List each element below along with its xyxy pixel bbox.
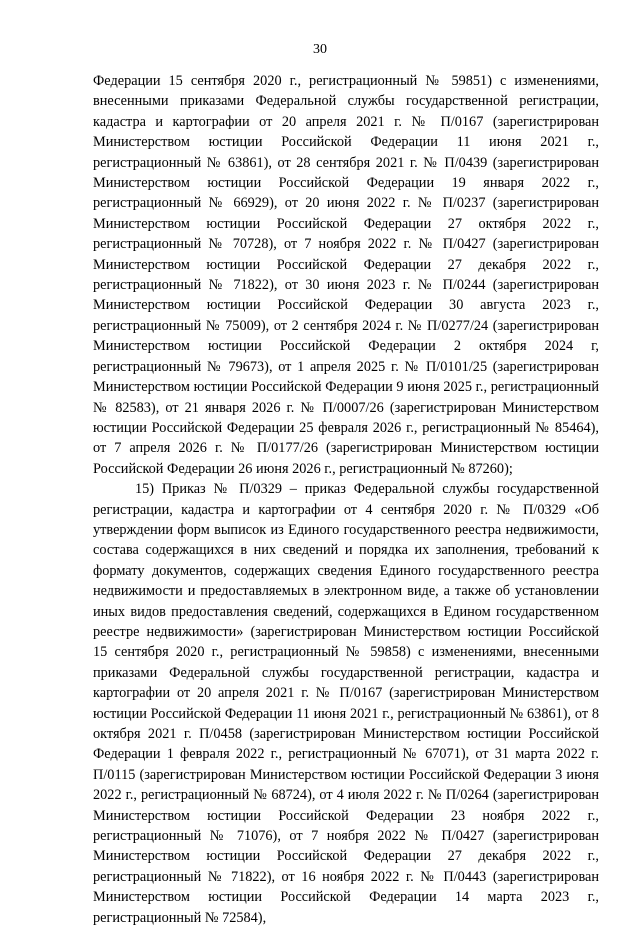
paragraph-item-15: 15) Приказ № П/0329 – приказ Федеральной службы государственной регистрации, кадастра и картографии от 4 сентября 2020 г. № П/0329 «Об утверждении форм выписок из Единого государственного реестра недвижимости, состава содержащихся в них сведений и порядка их заполнения, требований к формату документов, содержащих сведения Единого государственного реестра недвижимости и предоставляемых в электронном виде, а также об установлении иных видов предоставления сведений, содержащихся в Едином государственном реестре недвижимости» (зарегистрирован Министерством юстиции Российской 15 сентября 2020 г., регистрационный № 59858) с изменениями, внесенными приказами Федеральной службы государственной регистрации, кадастра и картографии от 20 апреля 2021 г. № П/0167 (зарегистрирован Министерством юстиции Российской Федерации 11 июня 2021 г., регистрационный № 63861), от 8 октября 2021 г. П/0458 (зарегистрирован Министерством юстиции Российской Федерации 1 февраля 2022 г., регистрационный № 67071), от 31 марта 2022 г. П/0115 (зарегистрирован Министерством юстиции Российской Федерации 3 июня 2022 г., регистрационный № 68724), от 4 июля 2022 г. № П/0264 (зарегистрирован Министерством юстиции Российской Федерации 23 ноября 2022 г., регистрационный № 71076), от 7 ноября 2022 № П/0427 (зарегистрирован Министерством юстиции Российской Федерации 27 декабря 2022 г., регистрационный № 71822), от 16 ноября 2022 г. № П/0443 (зарегистрирован Министерством юстиции Российской Федерации 14 марта 2023 г., регистрационный № 72584), — [93, 481, 599, 926]
paragraph-continuation: Федерации 15 сентября 2020 г., регистрационный № 59851) с изменениями, внесенными приказами Федеральной службы государственной регистрации, кадастра и картографии от 20 апреля 2021 г. № П/0167 (зарегистрирован Министерством юстиции Российской Федерации 11 июня 2021 г., регистрационный № 63861), от 28 сентября 2021 г. № П/0439 (зарегистрирован Министерством юстиции Российской Федерации 19 января 2022 г., регистрационный № 66929), от 20 июня 2022 г. № П/0237 (зарегистрирован Министерством юстиции Российской Федерации 27 октября 2022 г., регистрационный № 70728), от 7 ноября 2022 г. № П/0427 (зарегистрирован Министерством юстиции Российской Федерации 27 декабря 2022 г., регистрационный № 71822), от 30 июня 2023 г. № П/0244 (зарегистрирован Министерством юстиции Российской Федерации 30 августа 2023 г., регистрационный № 75009), от 2 сентября 2024 г. № П/0277/24 (зарегистрирован Министерством юстиции Российской Федерации 2 октября 2024 г, регистрационный № 79673), от 1 апреля 2025 г. № П/0101/25 (зарегистрирован Министерством юстиции Российской Федерации 9 июня 2025 г., регистрационный № 82583), от 21 января 2026 г. № П/0007/26 (зарегистрирован Министерством юстиции Российской Федерации 25 февраля 2026 г., регистрационный № 85464), от 7 апреля 2026 г. № П/0177/26 (зарегистрирован Министерством юстиции Российской Федерации 26 июня 2026 г., регистрационный № 87260); — [93, 73, 599, 477]
page-number: 30 — [313, 42, 327, 57]
document-body — [93, 71, 599, 928]
